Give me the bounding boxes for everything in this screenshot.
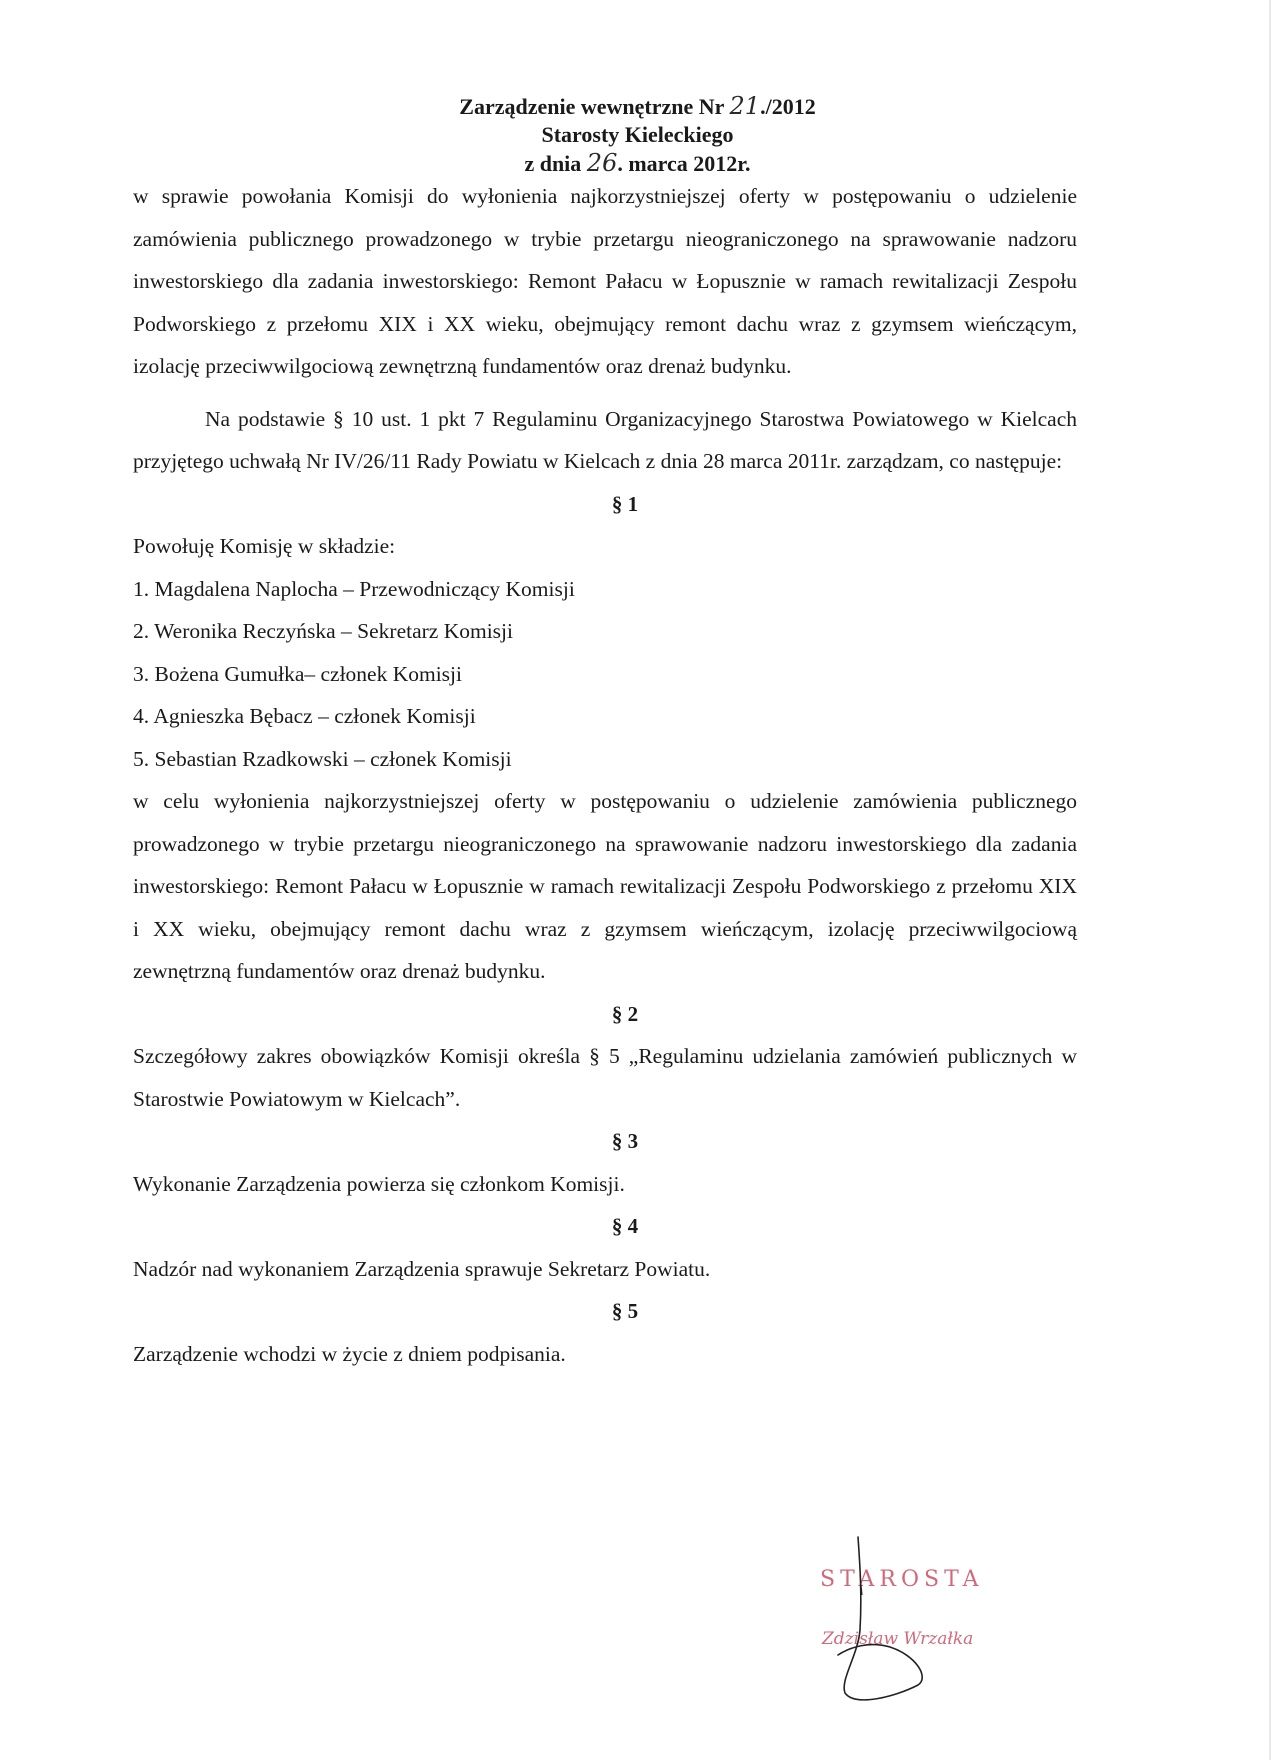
title-prefix: Zarządzenie wewnętrzne Nr bbox=[459, 94, 730, 119]
stamp-name: Zdzisław Wrzałka bbox=[822, 1629, 974, 1649]
handwritten-number: 21 bbox=[729, 92, 761, 120]
subject-paragraph: w sprawie powołania Komisji do wyłonienia najkorzystniejszej oferty w postępowaniu o udzielenie zamówienia publicznego prowadzonego w trybie przetargu nieograniczonego na sprawowanie nadzoru inwestorskiego dla zadania inwestorskiego: Remont Pałacu w Łopusznie w ramach rewitalizacji Zespołu Podworskiego z przełomu XIX i XX wieku, obejmujący remont dachu wraz z gzymsem wieńczącym, izolację przeciwwilgociową zewnętrzną fundamentów oraz drenaż budynku. bbox=[133, 184, 1077, 378]
title-suffix: ./2012 bbox=[760, 94, 816, 119]
section-2-heading: § 2 bbox=[611, 1001, 639, 1026]
scan-edge bbox=[1269, 0, 1271, 1760]
section-5-text: Zarządzenie wchodzi w życie z dniem podpisania. bbox=[133, 1341, 566, 1366]
date-line bbox=[0, 149, 1275, 178]
handwritten-signature bbox=[800, 1535, 1060, 1705]
section-4-text: Nadzór nad wykonaniem Zarządzenia sprawuje Sekretarz Powiatu. bbox=[133, 1256, 711, 1281]
title-line bbox=[0, 92, 1275, 121]
member-list-item: 5. Sebastian Rzadkowski – członek Komisji bbox=[133, 746, 512, 771]
section-4-heading: § 4 bbox=[611, 1214, 639, 1238]
member-list-item: 4. Agnieszka Bębacz – członek Komisji bbox=[133, 704, 476, 728]
starosta-stamp bbox=[800, 1535, 1060, 1705]
member-list-item: 3. Bożena Gumułka– członek Komisji bbox=[133, 661, 462, 686]
section-1-intro: Powołuję Komisję w składzie: bbox=[133, 534, 396, 558]
section-2-text: Szczegółowy zakres obowiązków Komisji określa § 5 „Regulaminu udzielania zamówień publicznych w Starostwie Powiatowym w Kielcach”. bbox=[133, 1044, 1077, 1111]
section-5-heading: § 5 bbox=[611, 1299, 639, 1323]
section-1-purpose: w celu wyłonienia najkorzystniejszej oferty w postępowaniu o udzielenie zamówienia publicznego prowadzonego w trybie przetargu nieograniczonego na sprawowanie nadzoru inwestorskiego dla zadania inwestorskiego: Remont Pałacu w Łopusznie w ramach rewitalizacji Zespołu Podworskiego z przełomu XIX i XX wieku, obejmujący remont dachu wraz z gzymsem wieńczącym, izolację przeciwwilgociową zewnętrzną fundamentów oraz drenaż budynku. bbox=[133, 789, 1077, 983]
date-suffix: . marca 2012r. bbox=[617, 151, 751, 176]
legal-basis-paragraph: Na podstawie § 10 ust. 1 pkt 7 Regulaminu Organizacyjnego Starostwa Powiatowego w Kielcach przyjętego uchwałą Nr IV/26/11 Rady Powiatu w Kielcach z dnia 28 marca 2011r. zarządzam, co następuje: bbox=[133, 406, 1077, 473]
member-list-item: 1. Magdalena Naplocha – Przewodniczący Komisji bbox=[133, 576, 575, 601]
handwritten-day: 26 bbox=[586, 149, 618, 177]
section-1-heading: § 1 bbox=[611, 491, 639, 516]
document-body bbox=[133, 175, 1077, 1375]
section-3-heading: § 3 bbox=[611, 1129, 639, 1153]
date-prefix: z dnia bbox=[524, 151, 587, 176]
stamp-title: STAROSTA bbox=[820, 1567, 984, 1592]
section-3-text: Wykonanie Zarządzenia powierza się członkom Komisji. bbox=[133, 1171, 625, 1196]
issuer-line: Starosty Kieleckiego bbox=[541, 122, 734, 147]
document-header bbox=[0, 92, 1275, 178]
member-list-item: 2. Weronika Reczyńska – Sekretarz Komisji bbox=[133, 619, 513, 643]
